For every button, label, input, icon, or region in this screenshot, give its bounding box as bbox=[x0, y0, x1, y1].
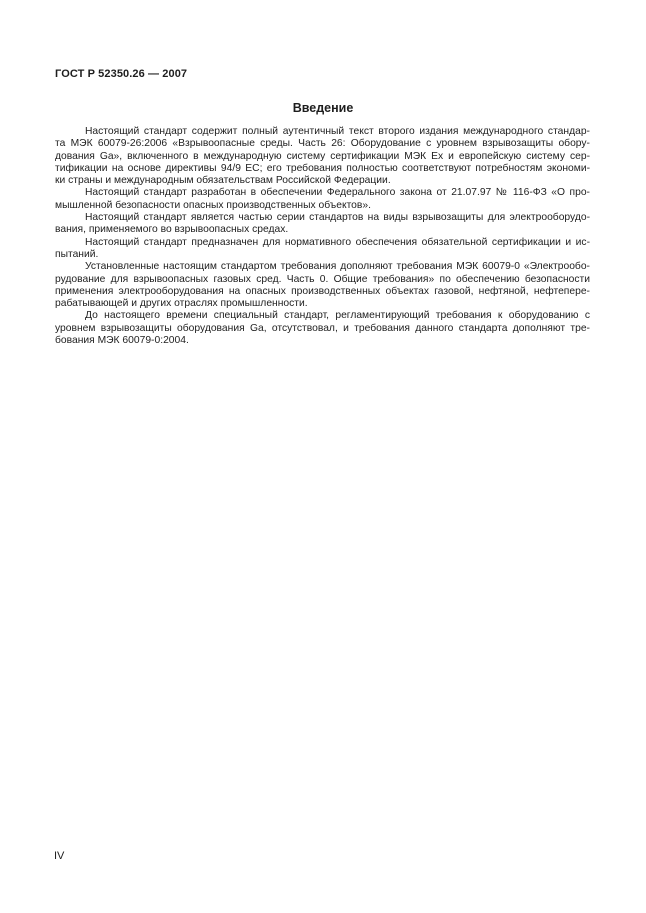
paragraph bbox=[55, 310, 590, 347]
paragraph bbox=[55, 237, 590, 262]
text-line: уровнем взрывозащиты оборудования Ga, отсутствовал, и требования данного стандарта дополняют тре- bbox=[55, 322, 590, 334]
text-line: рудование для взрывоопасных газовых сред. Часть 0. Общие требования» по обеспечению безопасности bbox=[55, 273, 590, 285]
document-header: ГОСТ Р 52350.26 — 2007 bbox=[55, 68, 188, 80]
paragraph bbox=[55, 261, 590, 310]
text-line: До настоящего времени специальный стандарт, регламентирующий требования к оборудованию с bbox=[85, 310, 590, 322]
paragraph bbox=[55, 212, 590, 237]
document-body bbox=[55, 126, 590, 347]
text-line: та МЭК 60079-26:2006 «Взрывоопасные среды. Часть 26: Оборудование с уровнем взрывозащиты обору- bbox=[55, 138, 590, 150]
section-title: Введение bbox=[292, 101, 354, 115]
text-line: пытаний. bbox=[55, 248, 99, 260]
text-line: тификации на основе директивы 94/9 ЕС; его требования полностью соответствуют потребностям экономи- bbox=[55, 162, 590, 174]
text-line: Установленные настоящим стандартом требования дополняют требования МЭК 60079-0 «Электрообо- bbox=[85, 261, 590, 273]
text-line: Настоящий стандарт является частью серии стандартов на виды взрывозащиты для электрооборудо- bbox=[85, 212, 590, 224]
text-line: рабатывающей и других отраслях промышленности. bbox=[55, 298, 308, 310]
text-line: вания, применяемого во взрывоопасных средах. bbox=[55, 224, 289, 236]
text-line: Настоящий стандарт разработан в обеспечении Федерального закона от 21.07.97 № 116-ФЗ «О про- bbox=[85, 187, 590, 199]
paragraph bbox=[55, 126, 590, 187]
text-line: бования МЭК 60079-0:2004. bbox=[55, 335, 189, 347]
text-line: Настоящий стандарт содержит полный аутентичный текст второго издания международного стандар- bbox=[85, 126, 590, 137]
text-line: мышленной безопасности опасных производственных объектов». bbox=[55, 199, 371, 211]
paragraph bbox=[55, 187, 590, 212]
page-number: IV bbox=[54, 850, 65, 862]
text-line: дования Ga», включенного в международную систему сертификации МЭК Ex и европейскую систему сер- bbox=[55, 150, 590, 162]
text-line: Настоящий стандарт предназначен для нормативного обеспечения обязательной сертификации и ис- bbox=[85, 236, 590, 248]
text-line: применения электрооборудования на опасных производственных объектах газовой, нефтяной, нефтепере- bbox=[55, 285, 590, 297]
text-line: ки страны и международным обязательствам Российской Федерации. bbox=[55, 175, 391, 187]
